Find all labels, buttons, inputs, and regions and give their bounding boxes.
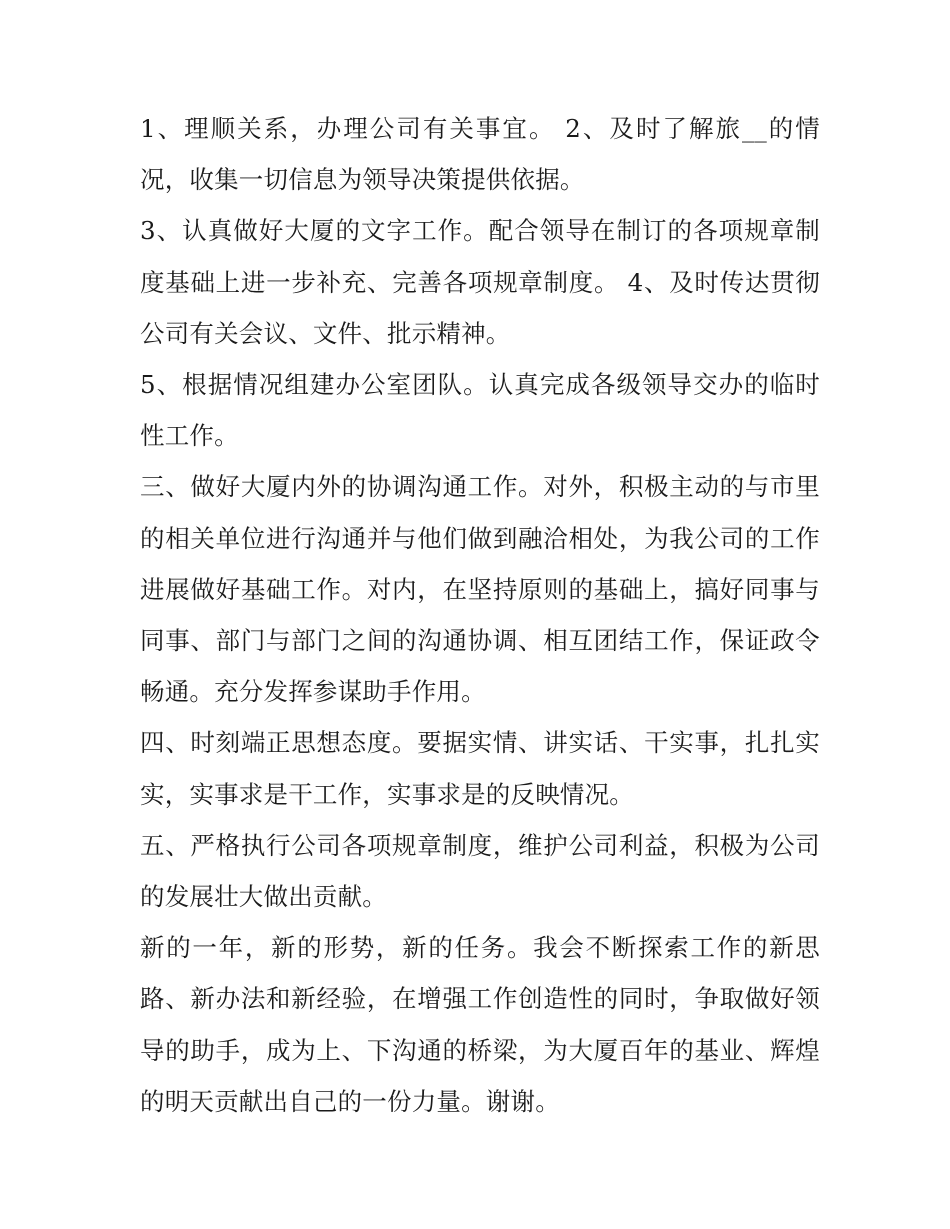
paragraph-5: 四、时刻端正思想态度。要据实情、讲实话、干实事，扎扎实实，实事求是干工作，实事求是的反映情况。 xyxy=(140,728,820,809)
paragraph-6: 五、严格执行公司各项规章制度，维护公司利益，积极为公司的发展壮大做出贡献。 xyxy=(140,830,820,912)
paragraph-1: 1、理顺关系，办理公司有关事宜。 2、及时了解旅__的情况，收集一切信息为领导决策提供依据。 xyxy=(140,114,820,195)
paragraph-2: 3、认真做好大厦的文字工作。配合领导在制订的各项规章制度基础上进一步补充、完善各项规章制度。 4、及时传达贯彻公司有关会议、文件、批示精神。 xyxy=(140,216,820,348)
document-body xyxy=(140,103,820,1127)
paragraph-3: 5、根据情况组建办公室团队。认真完成各级领导交办的临时性工作。 xyxy=(140,370,820,451)
paragraph-7: 新的一年，新的形势，新的任务。我会不断探索工作的新思路、新办法和新经验，在增强工作创造性的同时，争取做好领导的助手，成为上、下沟通的桥梁，为大厦百年的基业、辉煌的明天贡献出自己的一份力量。谢谢。 xyxy=(140,933,820,1116)
paragraph-4: 三、做好大厦内外的协调沟通工作。对外，积极主动的与市里的相关单位进行沟通并与他们做到融洽相处，为我公司的工作进展做好基础工作。对内，在坚持原则的基础上，搞好同事与同事、部门与部门之间的沟通协调、相互团结工作，保证政令畅通。充分发挥参谋助手作用。 xyxy=(140,472,820,707)
